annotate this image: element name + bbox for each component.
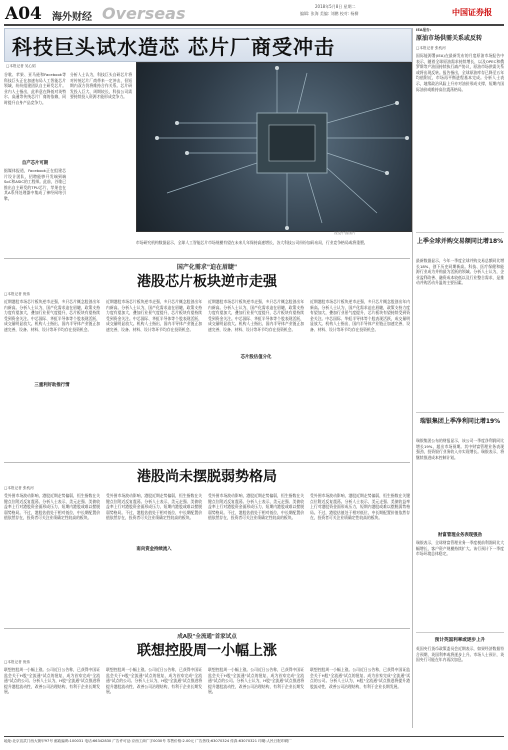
masthead	[0, 0, 508, 26]
sidebar-story5-body: 英国央行货币政策委员会近期表示，如果经济数据符合预期，英国利率或将逐步上升。市场人士预计，英国央行可能在年内再次加息。	[416, 646, 504, 663]
col1-sub	[4, 160, 66, 256]
paragraph: 分析人士认为，科技巨头自研芯片将对传统芯片厂商带来一定冲击，但短期内双方仍将维持合作关系。芯片研发投入巨大、周期较长，科技公司需要持续投入资源才能形成竞争力。	[70, 72, 132, 100]
mid-col2: 近期港股市场芯片板块逆市走强，多只芯片概念股创出年内新高。分析人士认为，国产化需求迫在眉睫，政策支持力度有望加大，叠加行业景气度提升，芯片板块有望持续受到资金关注。中芯国际、华虹半导体等个股表现活跃，成交量明显放大。机构人士指出，国内半导体产业链正加速完善，设备、材料、设计等环节均存在投资机会。	[106, 299, 202, 332]
sidebar-story2-title: 上季全球并购交易额同比增18%	[416, 238, 504, 245]
page-number: A04	[5, 4, 42, 24]
sidebar-story3-title: 瑞银集团上季净利同比增19%	[419, 418, 501, 425]
top-story-col3	[136, 240, 410, 256]
section-name: 海外财经	[52, 12, 92, 23]
mid-col4: 近期港股市场芯片板块逆市走强，多只芯片概念股创出年内新高。分析人士认为，国产化需求迫在眉睫，政策支持力度有望加大，叠加行业景气度提升，芯片板块有望持续受到资金关注。中芯国际、华虹半导体等个股表现活跃，成交量明显放大。机构人士指出，国内半导体产业链正加速完善，设备、材料、设计等环节均存在投资机会。	[310, 299, 410, 332]
top-story-col2	[70, 72, 132, 252]
section-english: Overseas	[102, 4, 186, 23]
paragraph: 市场研究机构数据显示，全球人工智能芯片市场规模有望在未来几年保持高速增长，各大科技公司纷纷加码布局，行业竞争格局或将重塑。	[136, 240, 368, 245]
subhead: 三重利好助推行情	[4, 382, 100, 388]
story4	[4, 632, 410, 732]
date-line: 2018年5月8日 星期二	[315, 4, 356, 9]
paragraph: 据媒体报道，Facebook正在组建芯片设计团队，招聘能够开发端到端SoC和ASIC的工程师。此前，谷歌已推出自主研发的TPU芯片，苹果也在其A系列处理器中集成了神经网络引擎。	[4, 168, 66, 201]
editor-line: 编辑: 张海 美编: 刘鹏 校对: 杨柳	[300, 11, 359, 16]
mid-story-headline: 港股芯片板块逆市走强	[137, 274, 277, 290]
mid-story	[4, 262, 410, 462]
circuit-graphic	[137, 63, 411, 231]
story3	[4, 466, 410, 626]
story4-col4: 联想控股周一小幅上涨。公司近日公告称，已获得中国证监会关于H股"全流通"试点的批复，成为首家完成"全流通"试点的公司。分析人士认为，H股"全流通"试点推进将提升港股流动性，改善公司治理结构，有利于企业长期发展。	[310, 667, 410, 689]
paper-logo: 中国证券报	[452, 7, 492, 17]
sidebar-story2-body: 最新数据显示，今年一季度全球并购交易总额同比增长18%，创下历史同期新高。科技、医疗保健和能源行业成为并购最为活跃的领域。分析人士认为，企业盈利改善、融资成本较低以及行业整合需求，是推动并购活动升温的主要因素。	[416, 258, 504, 286]
story4-kicker: 成A股"全流通"首家试点	[177, 634, 237, 640]
sidebar-body: 国际能源署(IEA)在最新发布的月度原油市场报告中表示，随着全球原油需求持续增长，以及OPEC和俄罗斯等产油国持续执行减产协议，原油市场供需关系或将出现反转。报告指出，全球原油库存已降至五年均值附近，市场再平衡进程基本完成。分析人士表示，地缘政治风险上升亦对油价形成支撑，短期内国际油价或维持高位震荡格局。	[416, 53, 504, 92]
story4-col2: 联想控股周一小幅上涨。公司近日公告称，已获得中国证监会关于H股"全流通"试点的批复，成为首家完成"全流通"试点的公司。分析人士认为，H股"全流通"试点推进将提升港股流动性，改善公司治理结构，有利于企业长期发展。	[106, 667, 202, 695]
subhead: 芯片股估值分化	[208, 354, 304, 360]
sidebar	[416, 28, 504, 728]
story3-headline: 港股尚未摆脱弱势格局	[137, 469, 277, 485]
sidebar-story3-body: 瑞银集团公布的财报显示，该公司一季度净利润同比增长19%，超出市场预期。其中财富管理业务表现强劲，投资银行业务收入亦实现增长。瑞银表示，将继续推进成本控制计划。	[416, 438, 504, 460]
sidebar-headline: 原油市场供需关系或反转	[416, 35, 483, 42]
top-story	[4, 28, 410, 253]
subhead: 自产芯片可期	[21, 161, 49, 166]
byline: □本报记者 张枕河	[416, 46, 446, 50]
story3-col1: 受外围市场波动影响，港股近期走势偏弱，恒生指数在关键点位附近反复震荡。分析人士表示，美元走强、美债收益率上行对港股资金面形成压力，短期内港股或难以摆脱弱势格局。不过，港股估值处于相对低位，中长期配置价值依然存在，投资者可关注业绩确定性较高的板块。	[4, 493, 100, 521]
story3-col2: 受外围市场波动影响，港股近期走势偏弱，恒生指数在关键点位附近反复震荡。分析人士表示，美元走强、美债收益率上行对港股资金面形成压力，短期内港股或难以摆脱弱势格局。不过，港股估值处于相对低位，中长期配置价值依然存在，投资者可关注业绩确定性较高的板块。	[106, 493, 202, 521]
byline: □本报记者 张枕河	[4, 486, 34, 490]
byline: □本报记者 倪伟	[4, 292, 31, 296]
top-story-headline: 科技巨头试水造芯 芯片厂商受冲击	[12, 35, 335, 59]
subhead: 南向资金持续流入	[106, 546, 202, 552]
mid-story-kicker: 国产化需求"迫在眉睫"	[176, 264, 238, 271]
sidebar-story4-body: 瑞银表示，全球财富管理业务一季度税前利润同比大幅增长，客户资产规模持续扩大。该行预计下一季度市场环境总体稳定。	[416, 540, 504, 557]
sidebar-story5-title: 预计英国利率或逐步上升	[434, 638, 486, 643]
story4-headline: 联想控股周一小幅上涨	[137, 643, 277, 659]
byline: □本报记者 吴心韬	[6, 64, 36, 68]
mid-col3: 近期港股市场芯片板块逆市走强，多只芯片概念股创出年内新高。分析人士认为，国产化需求迫在眉睫，政策支持力度有望加大，叠加行业景气度提升，芯片板块有望持续受到资金关注。中芯国际、华虹半导体等个股表现活跃，成交量明显放大。机构人士指出，国内半导体产业链正加速完善，设备、材料、设计等环节均存在投资机会。	[208, 299, 304, 332]
footer: 地址:北京宣武门西大街甲97号 邮政编码:100031 电话:66342830 广告许可证:京西工商广字0030号 零售价格:2.00元 广告热线:63070324 传真:63070321 印刷:人民日报印刷厂	[4, 739, 292, 743]
story4-col3: 联想控股周一小幅上涨。公司近日公告称，已获得中国证监会关于H股"全流通"试点的批复，成为首家完成"全流通"试点的公司。分析人士认为，H股"全流通"试点推进将提升港股流动性，改善公司治理结构，有利于企业长期发展。	[208, 667, 304, 695]
byline: □本报记者 倪伟	[4, 660, 31, 664]
story3-col4: 受外围市场波动影响，港股近期走势偏弱，恒生指数在关键点位附近反复震荡。分析人士表示，美元走强、美债收益率上行对港股资金面形成压力，短期内港股或难以摆脱弱势格局。不过，港股估值处于相对低位，中长期配置价值依然存在，投资者可关注业绩确定性较高的板块。	[310, 493, 410, 521]
sidebar-kicker: IEA报告:	[416, 28, 432, 32]
story4-col1: 联想控股周一小幅上涨。公司近日公告称，已获得中国证监会关于H股"全流通"试点的批复，成为首家完成"全流通"试点的公司。分析人士认为，H股"全流通"试点推进将提升港股流动性，改善公司治理结构，有利于企业长期发展。	[4, 667, 100, 695]
mid-col1: 近期港股市场芯片板块逆市走强，多只芯片概念股创出年内新高。分析人士认为，国产化需求迫在眉睫，政策支持力度有望加大，叠加行业景气度提升，芯片板块有望持续受到资金关注。中芯国际、华虹半导体等个股表现活跃，成交量明显放大。机构人士指出，国内半导体产业链正加速完善，设备、材料、设计等环节均存在投资机会。	[4, 299, 100, 332]
paragraph: 谷歌、苹果、亚马逊和Facebook等科技巨头正在加速布局人工智能芯片领域，纷纷组建团队自主研发芯片。业内人士指出，此举意在降低对英特尔、高通等传统芯片厂商的依赖，同时提升自身产品竞争力。	[4, 72, 66, 105]
photo-caption: 视觉中国图片	[334, 231, 356, 235]
sidebar-subhead: 财富管理业务表现强劲	[438, 533, 482, 538]
chip-photo	[136, 62, 412, 232]
story3-col3: 受外围市场波动影响，港股近期走势偏弱，恒生指数在关键点位附近反复震荡。分析人士表示，美元走强、美债收益率上行对港股资金面形成压力，短期内港股或难以摆脱弱势格局。不过，港股估值处于相对低位，中长期配置价值依然存在，投资者可关注业绩确定性较高的板块。	[208, 493, 304, 521]
